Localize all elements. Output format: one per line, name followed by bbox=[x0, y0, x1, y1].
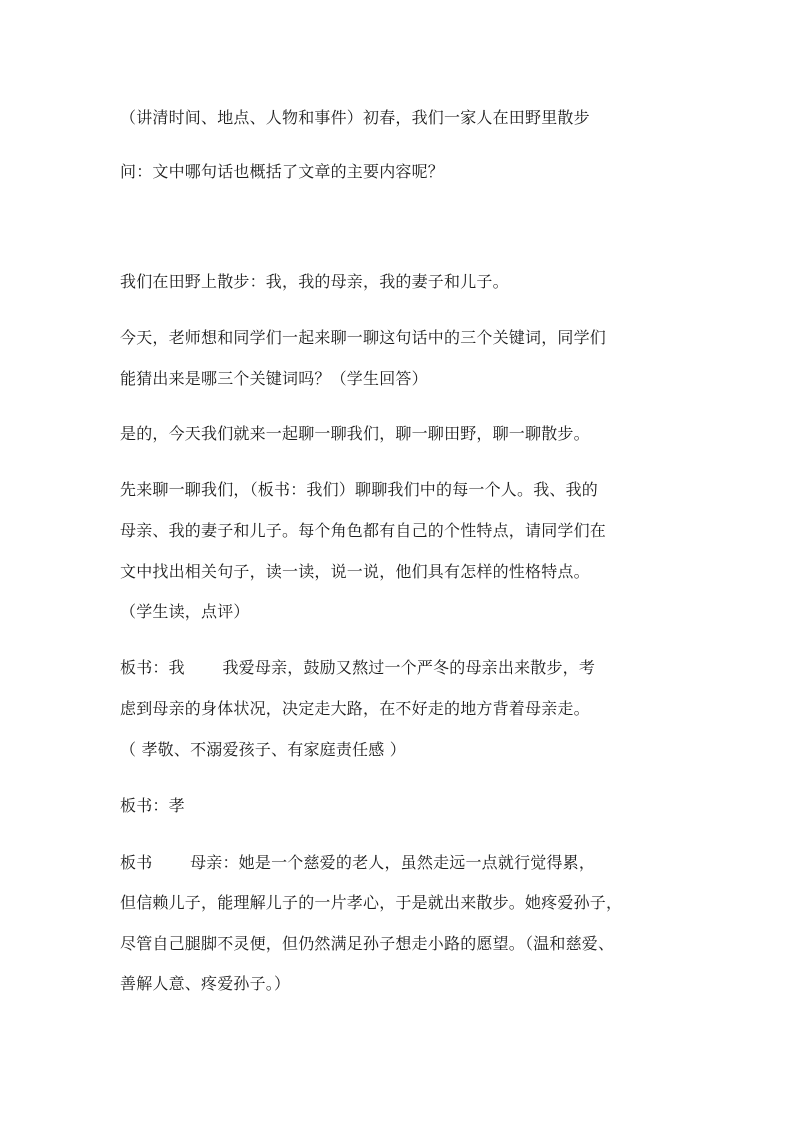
text-line: 尽管自己腿脚不灵便，但仍然满足孙子想走小路的愿望。（温和慈爱、 bbox=[120, 934, 615, 953]
text-line: （ 孝敬、不溺爱孩子、有家庭责任感 ） bbox=[120, 740, 406, 759]
text-line: 母亲、我的妻子和儿子。每个角色都有自己的个性特点，请同学们在 bbox=[120, 521, 607, 540]
text-line: 我们在田野上散步：我，我的母亲，我的妻子和儿子。 bbox=[120, 272, 509, 291]
text-line: 板书：孝 bbox=[120, 796, 185, 815]
text-line: 虑到母亲的身体状况，决定走大路，在不好走的地方背着母亲走。 bbox=[120, 699, 590, 718]
text-line: （讲清时间、地点、人物和事件）初春，我们一家人在田野里散步 bbox=[120, 108, 590, 127]
text-line: 今天，老师想和同学们一起来聊一聊这句话中的三个关键词，同学们 bbox=[120, 328, 607, 347]
text-line: 是的，今天我们就来一起聊一聊我们，聊一聊田野，聊一聊散步。 bbox=[120, 424, 590, 443]
text-line: 文中找出相关句子，读一读，说一说，他们具有怎样的性格特点。 bbox=[120, 562, 590, 581]
text-line: （学生读，点评） bbox=[120, 602, 250, 621]
text-line: 先来聊一聊我们，（板书：我们）聊聊我们中的每一个人。我、我的 bbox=[120, 480, 599, 499]
text-line: 问：文中哪句话也概括了文章的主要内容呢？ bbox=[120, 162, 445, 181]
text-line: 善解人意、疼爱孙子。） bbox=[120, 974, 291, 993]
text-line: 能猜出来是哪三个关键词吗？（学生回答） bbox=[120, 369, 428, 388]
text-line: 板书：我 我爱母亲，鼓励又熬过一个严冬的母亲出来散步，考 bbox=[120, 658, 596, 677]
text-line: 板书 母亲：她是一个慈爱的老人，虽然走远一点就行觉得累， bbox=[120, 853, 596, 872]
text-line: 但信赖儿子，能理解儿子的一片孝心，于是就出来散步。她疼爱孙子， bbox=[120, 893, 623, 912]
